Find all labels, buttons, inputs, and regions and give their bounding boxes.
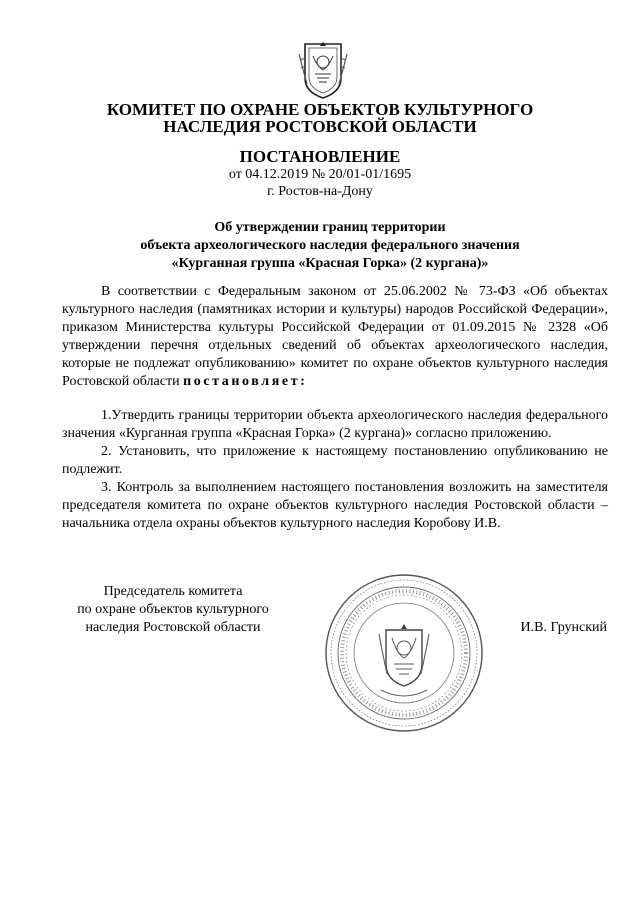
- coat-of-arms-icon: [297, 40, 349, 102]
- subject-line1: Об утверждении границ территории: [214, 220, 446, 235]
- document-number-date: от 04.12.2019 № 20/01-01/1695: [228, 167, 412, 182]
- preamble-text: В соответствии с Федеральным законом от 25.06.2002 № 73-ФЗ «Об объектах культурного наследия (памятниках истории и культуры) народов Российской Федерации», приказом Министерства культуры Российской Федерации от 01.09.2015 № 2328 «Об утверждении перечня отдельных сведений об объектах археологического наследия, которые не подлежат опубликованию» комитет по охране объектов культурного наследия Ростовской области: [62, 284, 608, 389]
- org-name-line1: КОМИТЕТ ПО ОХРАНЕ ОБЪЕКТОВ КУЛЬТУРНОГО: [106, 100, 534, 119]
- signatory-title: [58, 583, 288, 637]
- signatory-name: И.В. Грунский: [520, 620, 607, 635]
- signatory-title-line3: наследия Ростовской области: [85, 620, 261, 635]
- item-1-paragraph: 1.Утвердить границы территории объекта археологического наследия федерального значения «Курганная группа «Красная Горка» (2 кургана)» согласно приложению.: [62, 408, 608, 441]
- resolves-word: постановляет:: [183, 374, 308, 389]
- item-2-paragraph: 2. Установить, что приложение к настоящему постановлению опубликованию не подлежит.: [62, 444, 608, 477]
- document-body: [62, 283, 608, 533]
- org-name-line2: НАСЛЕДИЯ РОСТОВСКОЙ ОБЛАСТИ: [163, 117, 477, 136]
- document-city: г. Ростов-на-Дону: [267, 184, 373, 199]
- official-seal-icon: [323, 572, 485, 734]
- preamble-paragraph: [62, 283, 608, 391]
- item-3-paragraph: 3. Контроль за выполнением настоящего постановления возложить на заместителя председателя комитета по охране объектов культурного наследия Ростовской области – начальника отдела охраны объектов культурного наследия Коробову И.В.: [62, 480, 608, 531]
- signatory-title-line1: Председатель комитета: [103, 584, 243, 599]
- document-subject: [60, 219, 600, 273]
- subject-line3: «Курганная группа «Красная Горка» (2 кургана)»: [171, 256, 489, 271]
- subject-line2: объекта археологического наследия федерального значения: [140, 238, 520, 253]
- signatory-title-line2: по охране объектов культурного: [77, 602, 269, 617]
- organization-name: [60, 101, 580, 135]
- document-type: ПОСТАНОВЛЕНИЕ: [239, 147, 401, 166]
